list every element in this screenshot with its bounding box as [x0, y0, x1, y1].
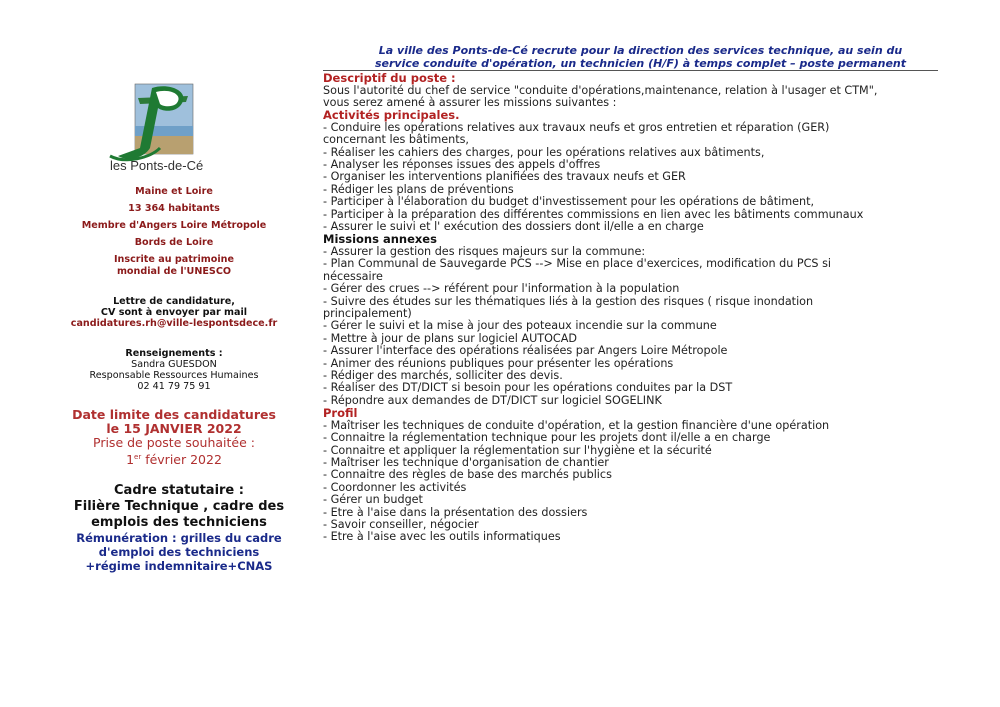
text-line: - Mettre à jour de plans sur logiciel AUTOCAD: [323, 331, 577, 345]
descriptif-title: Descriptif du poste :: [323, 71, 456, 85]
text-line: - Etre à l'aise dans la présentation des dossiers: [323, 505, 588, 519]
city-logo: [80, 78, 230, 178]
text-line: Sous l'autorité du chef de service "conduite d'opérations,maintenance, relation à l'usager et CTM",: [323, 83, 878, 97]
text-line: - Assurer le suivi et l' exécution des dossiers dont il/elle a en charge: [323, 220, 704, 234]
text-line: - Organiser les interventions planifiées des travaux neufs et GER: [323, 170, 686, 184]
candidature-line-1: Lettre de candidature,: [113, 296, 235, 307]
contact-phone: 02 41 79 75 91: [137, 381, 211, 392]
text-line: - Assurer l'interface des opérations réalisées par Angers Loire Métropole: [323, 344, 728, 358]
text-line: vous serez amené à assurer les missions suivantes :: [323, 95, 617, 109]
text-line: - Savoir conseiller, négocier: [323, 518, 479, 531]
remuneration-line-1: Rémunération : grilles du cadre: [76, 531, 282, 546]
info-unesco-1: Inscrite au patrimoine: [113, 254, 235, 265]
title-line-1: La ville des Ponts-de-Cé recrute pour la direction des services technique, au sein du: [378, 44, 903, 57]
text-line: - Participer à la préparation des différentes commissions en lien avec les bâtiments communaux: [323, 207, 864, 221]
cadre-line-2: Filière Technique , cadre des: [73, 499, 285, 515]
contact-name: Sandra GUESDON: [131, 359, 217, 370]
deadline-date: le 15 JANVIER 2022: [106, 421, 242, 436]
info-metropole: Membre d'Angers Loire Métropole: [81, 220, 267, 231]
text-line: - Connaitre la réglementation technique pour les projets dont il/elle a en charge: [323, 431, 771, 445]
text-line: - Rédiger des marchés, solliciter des devis.: [323, 369, 563, 383]
candidature-email[interactable]: candidatures.rh@ville-lespontsdece.fr: [70, 318, 278, 329]
text-line: - Suivre des études sur les thématiques liés à la gestion des risques ( risque inondation: [323, 294, 814, 308]
text-line: - Réaliser les cahiers des charges, pour les opérations relatives aux bâtiments,: [323, 145, 765, 159]
text-line: - Gérer des crues --> référent pour l'information à la population: [323, 282, 680, 296]
text-line: - Connaitre des règles de base des marchés publics: [323, 468, 612, 482]
text-line: - Connaitre et appliquer la réglementation sur l'hygiène et la sécurité: [323, 443, 712, 457]
text-line: - Réaliser des DT/DICT si besoin pour les opérations conduites par la DST: [323, 381, 733, 395]
cadre-line-3: emplois des techniciens: [91, 515, 267, 531]
contact-role: Responsable Ressources Humaines: [89, 370, 259, 381]
logo-text: les Ponts-de-Cé: [110, 158, 204, 173]
text-line: - Coordonner les activités: [323, 480, 467, 494]
descriptif-list: [323, 85, 938, 110]
text-line: - Assurer la gestion des risques majeurs sur la commune:: [323, 244, 646, 258]
text-line: - Répondre aux demandes de DT/DICT sur logiciel SOGELINK: [323, 393, 662, 407]
cadre-line-1: Cadre statutaire :: [114, 483, 244, 499]
text-line: - Analyser les réponses issues des appels d'offres: [323, 158, 601, 172]
missions-list: [323, 246, 938, 407]
activites-title: Activités principales.: [323, 108, 460, 123]
text-line: principalement): [323, 307, 412, 320]
text-line: - Maîtriser les technique d'organisation de chantier: [323, 455, 609, 469]
text-line: - Participer à l'élaboration du budget d'investissement pour les opérations de bâtiment,: [323, 195, 815, 209]
title-line-2: service conduite d'opération, un technicien (H/F) à temps complet – poste permanent: [374, 57, 907, 70]
prise-date: 1er février 2022: [126, 452, 222, 468]
profil-title: Profil: [323, 406, 358, 421]
text-line: - Maîtriser les techniques de conduite d'opération, et la gestion financière d'une opération: [323, 418, 830, 432]
deadline-label: Date limite des candidatures: [72, 407, 276, 422]
text-line: - Animer des réunions publiques pour présenter les opérations: [323, 356, 674, 370]
text-line: nécessaire: [323, 269, 383, 283]
info-unesco-2: mondial de l'UNESCO: [116, 266, 232, 277]
profil-list: [323, 420, 938, 544]
renseignements-title: Renseignements :: [125, 348, 223, 359]
text-line: - Plan Communal de Sauvegarde PCS --> Mise en place d'exercices, modification du PCS si: [323, 257, 832, 271]
page-title: [323, 44, 938, 70]
text-line: - Gérer le suivi et la mise à jour des poteaux incendie sur la commune: [323, 319, 717, 333]
info-loire: Bords de Loire: [134, 237, 214, 248]
remuneration-line-2: d'emploi des techniciens: [98, 545, 260, 560]
text-line: - Etre à l'aise avec les outils informatiques: [323, 530, 561, 544]
text-line: - Conduire les opérations relatives aux travaux neufs et gros entretien et réparation (GER): [323, 120, 830, 134]
activites-list: [323, 122, 938, 234]
text-line: - Gérer un budget: [323, 493, 423, 507]
info-population: 13 364 habitants: [128, 203, 220, 214]
info-department: Maine et Loire: [135, 186, 213, 197]
main-content: [323, 44, 938, 544]
candidature-line-2: CV sont à envoyer par mail: [100, 307, 248, 318]
prise-label: Prise de poste souhaitée :: [93, 435, 255, 450]
text-line: concernant les bâtiments,: [323, 133, 469, 147]
text-line: - Rédiger les plans de préventions: [323, 182, 514, 196]
remuneration-line-3: +régime indemnitaire+CNAS: [85, 559, 273, 574]
missions-title: Missions annexes: [323, 232, 437, 247]
sidebar: [60, 78, 288, 573]
